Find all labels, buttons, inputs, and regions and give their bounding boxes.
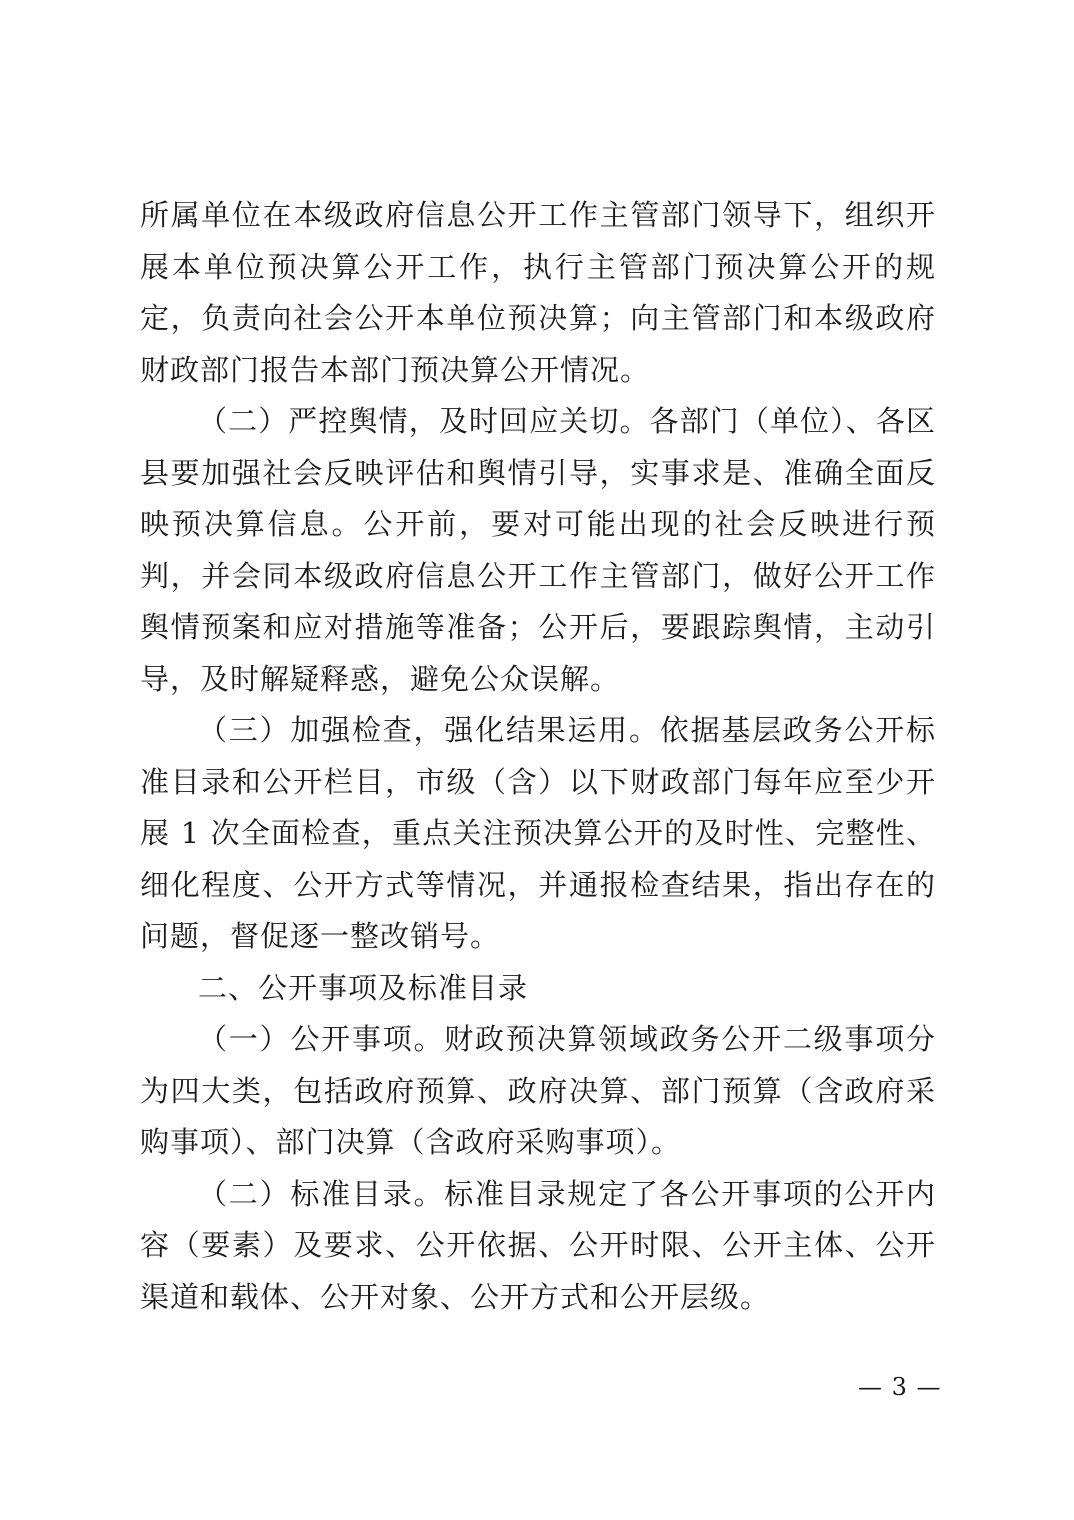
paragraph-inspection: （三）加强检查，强化结果运用。依据基层政务公开标准目录和公开栏目，市级（含）以下财政部门每年应至少开展 1 次全面检查，重点关注预决算公开的及时性、完整性、细化程度、公开方式等情况，并通报检查结果，指出存在的问题，督促逐一整改销号。 (140, 713, 936, 953)
paragraph-standard-catalog: （二）标准目录。标准目录规定了各公开事项的公开内容（要素）及要求、公开依据、公开时限、公开主体、公开渠道和载体、公开对象、公开方式和公开层级。 (140, 1176, 936, 1314)
paragraph-public-opinion: （二）严控舆情，及时回应关切。各部门（单位）、各区县要加强社会反映评估和舆情引导，实事求是、准确全面反映预决算信息。公开前，要对可能出现的社会反映进行预判，并会同本级政府信息公开工作主管部门，做好公开工作舆情预案和应对措施等准备；公开后，要跟踪舆情，主动引导，及时解疑释惑，避免公众误解。 (140, 404, 936, 696)
document-body (140, 190, 936, 1323)
paragraph-public-items: （一）公开事项。财政预决算领域政务公开二级事项分为四大类，包括政府预算、政府决算、部门预算（含政府采购事项）、部门决算（含政府采购事项）。 (140, 1022, 936, 1159)
paragraph-continuation: 所属单位在本级政府信息公开工作主管部门领导下，组织开展本单位预决算公开工作，执行主管部门预决算公开的规定，负责向社会公开本单位预决算；向主管部门和本级政府财政部门报告本部门预决算公开情况。 (140, 198, 936, 387)
page-number: — 3 — (858, 1373, 942, 1401)
section-heading-two: 二、公开事项及标准目录 (198, 970, 529, 1005)
